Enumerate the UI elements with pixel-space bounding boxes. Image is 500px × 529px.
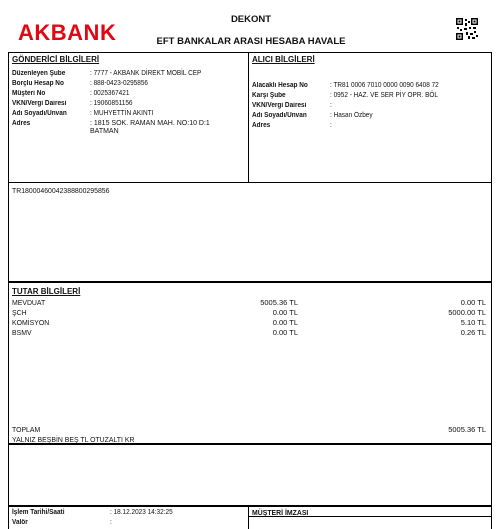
total-label: TOPLAM: [12, 425, 41, 434]
valor-value: :: [110, 519, 112, 526]
customer-signature-title: MÜŞTERİ İMZASI: [252, 508, 309, 517]
receiver-tax-label: VKN/Vergi Dairesi: [252, 102, 307, 109]
receiver-name-value: : Hasan Özbey: [330, 112, 373, 119]
sender-customer-no-label: Müşteri No: [12, 90, 46, 97]
receiver-branch-value: : 0952 - HAZ. VE SER PİY OPR. BÖL: [330, 92, 438, 99]
bank-logo: AKBANK: [18, 20, 117, 45]
amount-in-words: YALNIZ BEŞBİN BEŞ TL OTUZALTI KR: [12, 435, 135, 444]
sender-address-label: Adres: [12, 120, 31, 127]
document-header: [8, 8, 494, 52]
total-value: 5005.36 TL: [448, 425, 486, 434]
column-divider: [248, 52, 249, 182]
qr-code-icon: [456, 18, 478, 40]
transaction-date-label: İşlem Tarihi/Saati: [12, 509, 65, 516]
document-title: DEKONT: [230, 14, 272, 25]
receiver-section-title: ALICI BİLGİLERİ: [252, 55, 315, 64]
amount-row-mid: 0.00 TL: [272, 308, 298, 317]
sender-address-value: : 1815 SOK. RAMAN MAH. NO:10 D:1 BATMAN: [90, 120, 210, 135]
amount-row-mid: 0.00 TL: [272, 318, 298, 327]
amount-row-label: ŞCH: [12, 308, 27, 317]
document-subtitle: EFT BANKALAR ARASI HESABA HAVALE: [156, 36, 346, 47]
receiver-address-value: :: [330, 122, 332, 129]
amount-row-right: 5.10 TL: [460, 318, 486, 327]
sender-section-title: GÖNDERİCİ BİLGİLERİ: [12, 55, 100, 64]
receiver-account-label: Alacaklı Hesap No: [252, 82, 308, 89]
amount-row-label: MEVDUAT: [12, 298, 46, 307]
notes-section: [8, 444, 492, 506]
amount-row-label: KOMİSYON: [12, 318, 50, 327]
receiver-tax-value: :: [330, 102, 332, 109]
sender-account-value: : 888-0423-0295856: [90, 80, 149, 87]
sender-branch-label: Düzenleyen Şube: [12, 70, 66, 77]
sender-name-value: : MUHYETTİN AKINTI: [90, 110, 154, 117]
receiver-address-label: Adres: [252, 122, 271, 129]
sender-tax-value: : 19060851156: [90, 100, 133, 107]
column-divider: [248, 506, 249, 529]
amount-row-mid: 0.00 TL: [272, 328, 298, 337]
sender-branch-value: : 7777 - AKBANK DİREKT MOBİL CEP: [90, 70, 202, 77]
amount-section-title: TUTAR BİLGİLERİ: [12, 287, 81, 296]
transaction-date-value: : 18.12.2023 14:32:25: [110, 509, 173, 516]
footer-section: [8, 506, 492, 529]
amount-row-mid: 5005.36 TL: [260, 298, 298, 307]
transaction-reference: TR18000460042388800295856: [12, 186, 110, 195]
amount-row-label: BSMV: [12, 328, 32, 337]
valor-label: Valör: [12, 519, 28, 526]
receiver-branch-label: Karşı Şube: [252, 92, 286, 99]
amount-row-right: 0.26 TL: [460, 328, 486, 337]
section-divider: [8, 182, 492, 183]
receiver-name-label: Adı Soyadı/Unvan: [252, 112, 307, 119]
sender-tax-label: VKN/Vergi Dairesi: [12, 100, 67, 107]
sender-account-label: Borçlu Hesap No: [12, 80, 64, 87]
receiver-account-value: : TR81 0006 7010 0000 0090 6408 72: [330, 82, 439, 89]
amount-row-right: 0.00 TL: [460, 298, 486, 307]
amount-row-right: 5000.00 TL: [448, 308, 486, 317]
sender-name-label: Adı Soyadı/Unvan: [12, 110, 67, 117]
sender-customer-no-value: : 0025367421: [90, 90, 130, 97]
